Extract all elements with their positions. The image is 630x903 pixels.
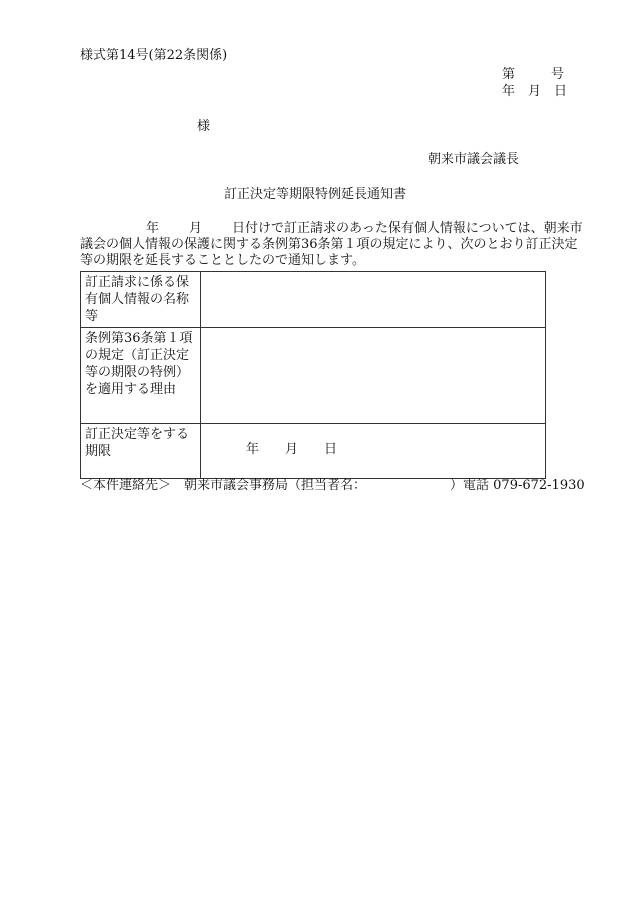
contact-left: ＜本件連絡先＞ 朝来市議会事務局（担当者名： xyxy=(80,478,367,493)
row-value-info-name[interactable] xyxy=(201,272,546,328)
info-table xyxy=(80,271,546,479)
row-label-info-name: 訂正請求に係る保 有個人情報の名称 等 xyxy=(81,272,201,328)
contact-info xyxy=(80,478,585,494)
row-label-reason: 条例第36条第１項 の規定（訂正決定 等の期限の特例） を適用する理由 xyxy=(81,328,201,424)
deadline-day: 日 xyxy=(324,442,338,457)
date-day: 日 xyxy=(554,84,568,99)
document-title: 訂正決定等期限特例延長通知書 xyxy=(223,187,406,202)
form-number: 様式第14号(第22条関係) xyxy=(80,48,228,63)
deadline-year: 年 xyxy=(246,442,260,457)
row-value-deadline[interactable] xyxy=(201,424,546,479)
document-number-prefix: 第 xyxy=(502,67,516,82)
row-value-reason[interactable] xyxy=(201,328,546,424)
sender: 朝来市議会議長 xyxy=(428,152,520,167)
row-label-deadline: 訂正決定等をする 期限 xyxy=(81,424,201,479)
deadline-month: 月 xyxy=(285,442,299,457)
document-number-suffix: 号 xyxy=(551,67,565,82)
table-row xyxy=(81,328,546,424)
contact-right: ）電話 079-672-1930 xyxy=(450,478,585,493)
document-number xyxy=(502,67,564,83)
date-year: 年 xyxy=(502,84,516,99)
body-text xyxy=(80,221,588,269)
body-paragraph: 日付けで訂正請求のあった保有個人情報については、朝来市議会の個人情報の保護に関する条例第36条第１項の規定により、次のとおり訂正決定等の期限を延長することとしたので通知します。 xyxy=(80,221,583,268)
date-month: 月 xyxy=(528,84,542,99)
body-year: 年 xyxy=(146,221,160,236)
body-month: 月 xyxy=(189,221,203,236)
table-row xyxy=(81,424,546,479)
addressee: 様 xyxy=(197,119,211,134)
deadline-date xyxy=(201,424,545,458)
document-date xyxy=(502,84,567,100)
table-row xyxy=(81,272,546,328)
